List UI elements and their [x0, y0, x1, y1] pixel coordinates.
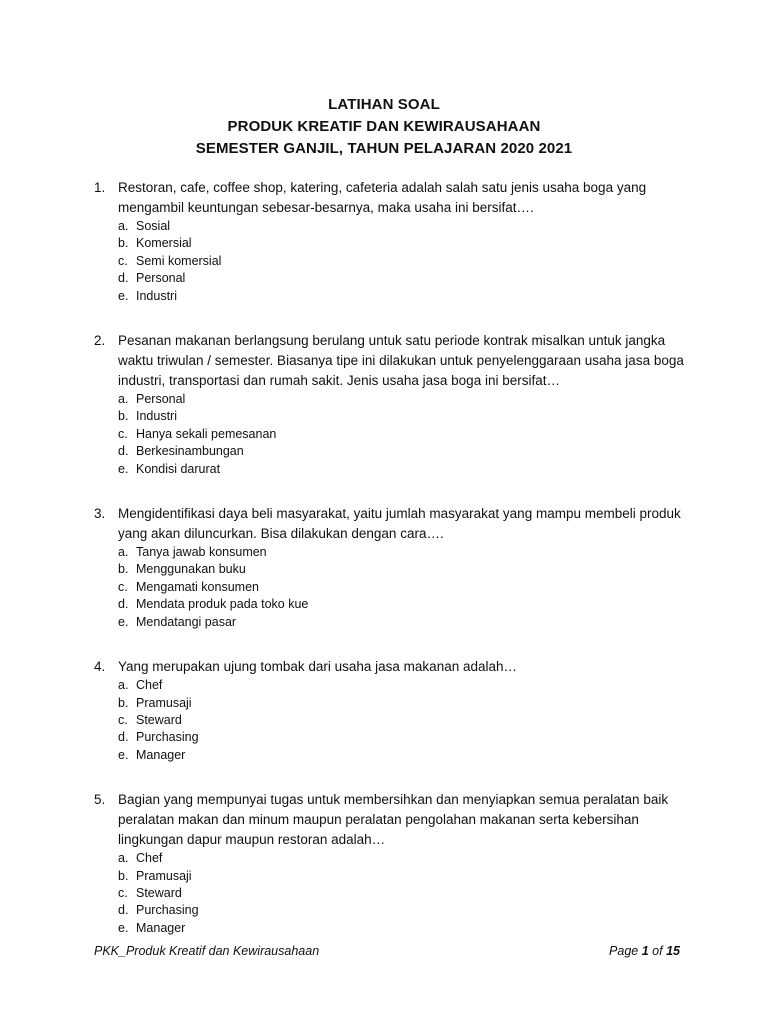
option-a: [118, 850, 694, 867]
option-text: Steward: [136, 885, 182, 900]
option-d: [118, 902, 694, 919]
option-letter: a.: [118, 851, 129, 866]
option-list: [118, 677, 694, 764]
option-text: Mengamati konsumen: [136, 579, 259, 594]
option-e: [118, 461, 694, 478]
option-letter: d.: [118, 903, 129, 918]
question-number: 1.: [94, 180, 106, 195]
option-b: [118, 235, 694, 252]
option-letter: b.: [118, 868, 129, 883]
option-letter: b.: [118, 695, 129, 710]
option-letter: a.: [118, 678, 129, 693]
option-text: Semi komersial: [136, 253, 222, 268]
option-text: Kondisi darurat: [136, 461, 221, 476]
question-number: 2.: [94, 333, 106, 349]
option-text: Mendatangi pasar: [136, 614, 237, 629]
title-line-2: PRODUK KREATIF DAN KEWIRAUSAHAAN: [227, 118, 541, 135]
title-line-1: LATIHAN SOAL: [328, 96, 440, 113]
option-text: Chef: [136, 851, 163, 866]
option-e: [118, 288, 694, 305]
option-text: Chef: [136, 678, 163, 693]
question-3: [94, 504, 694, 631]
page-total: 15: [666, 944, 680, 958]
question-number: 3.: [94, 506, 106, 522]
question-5: [94, 790, 694, 937]
option-text: Personal: [136, 271, 186, 286]
question-text: Restoran, cafe, coffee shop, katering, cafeteria adalah salah satu jenis usaha boga yang mengambil keuntungan sebesar-besarnya, maka usaha ini bersifat….: [118, 180, 647, 215]
question-text: Mengidentifikasi daya beli masyarakat, yaitu jumlah masyarakat yang mampu membeli produk yang akan diluncurkan. Bisa dilakukan dengan cara….: [118, 506, 681, 542]
option-text: Mendata produk pada toko kue: [136, 597, 309, 612]
option-list: [118, 850, 694, 937]
option-letter: e.: [118, 920, 129, 935]
option-c: [118, 426, 694, 443]
option-text: Steward: [136, 712, 182, 727]
option-text: Pramusaji: [136, 868, 192, 883]
option-a: [118, 218, 694, 235]
option-text: Personal: [136, 392, 186, 407]
option-b: [118, 868, 694, 885]
option-c: [118, 253, 694, 270]
option-text: Sosial: [136, 219, 171, 233]
option-e: [118, 920, 694, 937]
option-a: [118, 677, 694, 694]
question-text: Bagian yang mempunyai tugas untuk membersihkan dan menyiapkan semua peralatan baik peralatan makan dan minum maupun peralatan pengolahan makanan serta kebersihan lingkungan dapur maupun restoran adalah…: [118, 792, 669, 848]
option-text: Tanya jawab konsumen: [136, 545, 267, 560]
option-letter: c.: [118, 885, 128, 900]
page-current: 1: [641, 944, 649, 958]
option-d: [118, 443, 694, 460]
option-d: [118, 270, 694, 287]
option-b: [118, 695, 694, 712]
option-e: [118, 614, 694, 631]
option-text: Berkesinambungan: [136, 444, 244, 459]
question-4: [94, 657, 694, 764]
question-2: [94, 331, 694, 478]
option-b: [118, 561, 694, 578]
question-text: Yang merupakan ujung tombak dari usaha jasa makanan adalah…: [118, 659, 518, 675]
option-c: [118, 712, 694, 729]
option-letter: d.: [118, 730, 129, 745]
option-text: Komersial: [136, 236, 192, 251]
option-letter: b.: [118, 236, 129, 251]
option-letter: a.: [118, 392, 129, 407]
option-c: [118, 579, 694, 596]
option-d: [118, 729, 694, 746]
option-list: [118, 391, 694, 478]
question-1: [94, 178, 694, 305]
question-number: 5.: [94, 792, 106, 808]
option-text: Purchasing: [136, 903, 199, 918]
option-c: [118, 885, 694, 902]
option-letter: c.: [118, 253, 128, 268]
option-letter: d.: [118, 597, 129, 612]
document-title: [0, 94, 768, 160]
option-text: Hanya sekali pemesanan: [136, 426, 277, 441]
option-text: Industri: [136, 288, 177, 303]
option-letter: a.: [118, 545, 129, 560]
question-text: Pesanan makanan berlangsung berulang untuk satu periode kontrak misalkan untuk jangka waktu triwulan / semester. Biasanya tipe ini dilakukan untuk penyelenggaraan usaha jasa boga industri, transportasi dan rumah sakit. Jenis usaha jasa boga ini bersifat…: [118, 333, 684, 389]
option-letter: e.: [118, 288, 129, 303]
footer-subject: PKK_Produk Kreatif dan Kewirausahaan: [94, 944, 320, 958]
option-letter: a.: [118, 219, 129, 233]
option-letter: c.: [118, 712, 128, 727]
option-b: [118, 408, 694, 425]
option-text: Manager: [136, 747, 186, 762]
option-text: Purchasing: [136, 730, 199, 745]
option-letter: d.: [118, 271, 129, 286]
option-a: [118, 391, 694, 408]
option-d: [118, 596, 694, 613]
option-list: [118, 544, 694, 631]
option-letter: c.: [118, 579, 128, 594]
option-letter: c.: [118, 426, 128, 441]
option-letter: b.: [118, 562, 129, 577]
page-of: of: [652, 944, 663, 958]
question-list: [94, 178, 694, 963]
option-text: Pramusaji: [136, 695, 192, 710]
option-text: Menggunakan buku: [136, 562, 246, 577]
option-text: Industri: [136, 409, 177, 424]
option-list: [118, 218, 694, 305]
option-e: [118, 747, 694, 764]
option-letter: e.: [118, 747, 129, 762]
option-a: [118, 544, 694, 561]
page-number: [609, 943, 680, 959]
option-letter: e.: [118, 614, 129, 629]
option-text: Manager: [136, 920, 186, 935]
page-word: Page: [609, 944, 639, 958]
title-line-3: SEMESTER GANJIL, TAHUN PELAJARAN 2020 2021: [195, 140, 573, 157]
option-letter: b.: [118, 409, 129, 424]
option-letter: d.: [118, 444, 129, 459]
question-number: 4.: [94, 659, 106, 675]
option-letter: e.: [118, 461, 129, 476]
